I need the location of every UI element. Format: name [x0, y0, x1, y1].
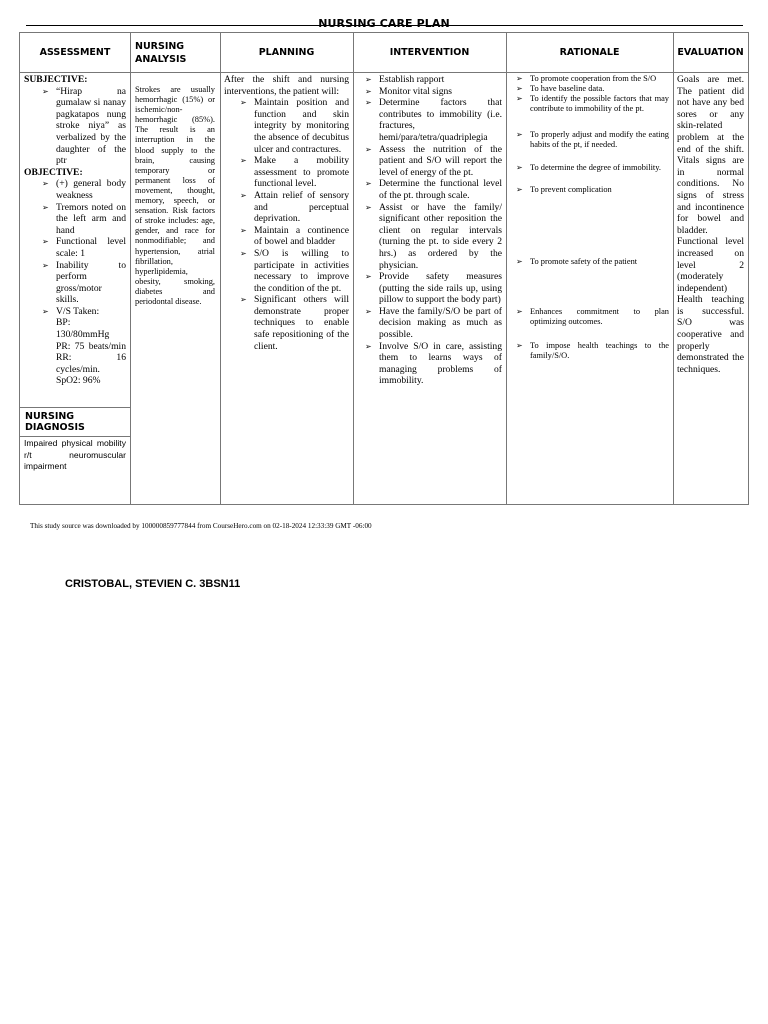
- rationale-item: ➢ To promote cooperation from the S/O: [514, 74, 669, 84]
- planning-item: ➢ Significant others will demonstrate proper techniques to enable safe repositioning of the client.: [238, 294, 349, 352]
- rationale-item: ➢ To impose health teachings to the family/S/O.: [514, 341, 669, 361]
- rationale-item: ➢ To identify the possible factors that may contribute to immobility of the pt.: [514, 94, 669, 114]
- objective-list: [24, 178, 126, 387]
- planning-body: [220, 74, 353, 504]
- rationale-item: ➢ To have baseline data.: [514, 84, 669, 94]
- rationale-item: ➢ To promote safety of the patient: [514, 257, 669, 267]
- intervention-item: ➢ Establish rapport: [363, 74, 502, 86]
- vital-signs-item: [40, 306, 126, 387]
- intervention-item: ➢ Involve S/O in care, assisting them to learns ways of managing problems of immobility.: [363, 341, 502, 387]
- subjective-label: SUBJECTIVE:: [24, 74, 88, 85]
- author-name: CRISTOBAL, STEVIEN C. 3BSN11: [65, 578, 241, 590]
- assessment-column: [20, 33, 131, 504]
- rationale-item: ➢ To properly adjust and modify the eating habits of the pt, if needed.: [514, 130, 669, 150]
- planning-item: ➢ Maintain position and function and skin integrity by monitoring the absence of decubitus ulcer and contractures.: [238, 97, 349, 155]
- intervention-item: ➢ Assist or have the family/ significant other reposition the client on regular intervals (turning the pt. to side every 2 hrs.) as ordered by the physician.: [363, 202, 502, 272]
- nursing-analysis-header-line2: ANALYSIS: [135, 53, 187, 65]
- vital-spo2: SpO2: 96%: [56, 375, 101, 387]
- intervention-header: INTERVENTION: [353, 33, 506, 73]
- objective-item: ➢ (+) general body weakness: [40, 178, 126, 201]
- rationale-column: [506, 33, 674, 504]
- nursing-diagnosis-header: NURSING DIAGNOSIS: [20, 407, 130, 437]
- objective-item: ➢ Tremors noted on the left arm and hand: [40, 202, 126, 237]
- evaluation-text: Goals are met. The patient did not have any bed sores or any skin-related problem at the end of the shift. Vitals signs are in normal conditions. No signs of stress and incontinence for bowel and bladder. Functional level increased on level 2 (moderately independent) Health teaching is successful. S/O was cooperative and properly demonstrated the techniques.: [677, 74, 744, 375]
- objective-item: ➢ Inability to perform gross/motor skills.: [40, 260, 126, 306]
- rationale-list: [514, 74, 669, 361]
- intervention-item: ➢ Monitor vital signs: [363, 86, 502, 98]
- objective-label: OBJECTIVE:: [24, 166, 83, 178]
- rationale-item: ➢ To determine the degree of immobility.: [514, 163, 669, 173]
- rationale-body: [506, 74, 673, 504]
- intervention-item: ➢ Have the family/S/O be part of decision making as much as possible.: [363, 306, 502, 341]
- vital-pr: PR: 75 beats/min: [56, 340, 126, 352]
- evaluation-header: EVALUATION: [673, 33, 748, 73]
- intervention-list: [363, 74, 502, 387]
- nursing-analysis-header-line1: NURSING: [135, 40, 185, 52]
- vital-rr: RR: 16 cycles/min.: [56, 352, 126, 375]
- intervention-column: [353, 33, 507, 504]
- download-footer-note: This study source was downloaded by 100000859777844 from CourseHero.com on 02-18-2024 12:33:39 GMT -06:00: [30, 522, 372, 530]
- intervention-item: ➢ Determine factors that contributes to immobility (i.e. fractures, hemi/para/tetra/quadriplegia: [363, 97, 502, 143]
- rationale-item: ➢ Enhances commitment to plan optimizing outcomes.: [514, 307, 669, 327]
- assessment-header: ASSESSMENT: [20, 33, 130, 73]
- objective-item: ➢ Functional level scale: 1: [40, 236, 126, 259]
- rationale-item: ➢ To prevent complication: [514, 185, 669, 195]
- planning-item: ➢ Make a mobility assessment to promote functional level.: [238, 155, 349, 190]
- vs-label: ➢ V/S Taken:: [56, 305, 100, 317]
- planning-item: ➢ Maintain a continence of bowel and bladder: [238, 225, 349, 248]
- planning-item: ➢ Attain relief of sensory and perceptual deprivation.: [238, 190, 349, 225]
- planning-list: [224, 97, 349, 352]
- page-title: NURSING CARE PLAN: [318, 17, 450, 30]
- nursing-diagnosis-text: Impaired physical mobility r/t neuromuscular impairment: [24, 438, 126, 472]
- evaluation-column: [673, 33, 748, 504]
- planning-item: ➢ S/O is willing to participate in activities necessary to improve the condition of the pt.: [238, 248, 349, 294]
- nursing-analysis-header: [130, 33, 220, 73]
- nursing-analysis-text: Strokes are usually hemorrhagic (15%) or ischemic/non-hemorrhagic (85%). The result is an interruption in the blood supply to the brain, causing temporary or permanent loss of movement, thought, memory, speech, or sensation. Risk factors of stroke includes: age, gender, and race for nonmodifiable; and hypertension, atrial fibrillation, hyperlipidemia, obesity, smoking, diabetes and periodontal disease.: [135, 85, 215, 306]
- care-plan-table: [19, 32, 749, 505]
- intervention-body: [353, 74, 506, 504]
- intervention-item: ➢ Assess the nutrition of the patient and S/O will report the level of energy of the pt.: [363, 144, 502, 179]
- nursing-analysis-column: [130, 33, 221, 504]
- intervention-item: ➢ Provide safety measures (putting the side rails up, using pillow to support the body part): [363, 271, 502, 306]
- vital-bp: BP: 130/80mmHg: [56, 317, 110, 341]
- rationale-header: RATIONALE: [506, 33, 673, 73]
- planning-header: PLANNING: [220, 33, 353, 73]
- planning-column: [220, 33, 354, 504]
- intervention-item: ➢ Determine the functional level of the pt. through scale.: [363, 178, 502, 201]
- subjective-item: ➢ “Hirap na gumalaw si nanay pagkatapos nung stroke niya” as verbalized by the daughter of the ptr: [40, 86, 126, 167]
- subjective-list: [24, 86, 126, 167]
- planning-intro: After the shift and nursing interventions, the patient will:: [224, 74, 349, 97]
